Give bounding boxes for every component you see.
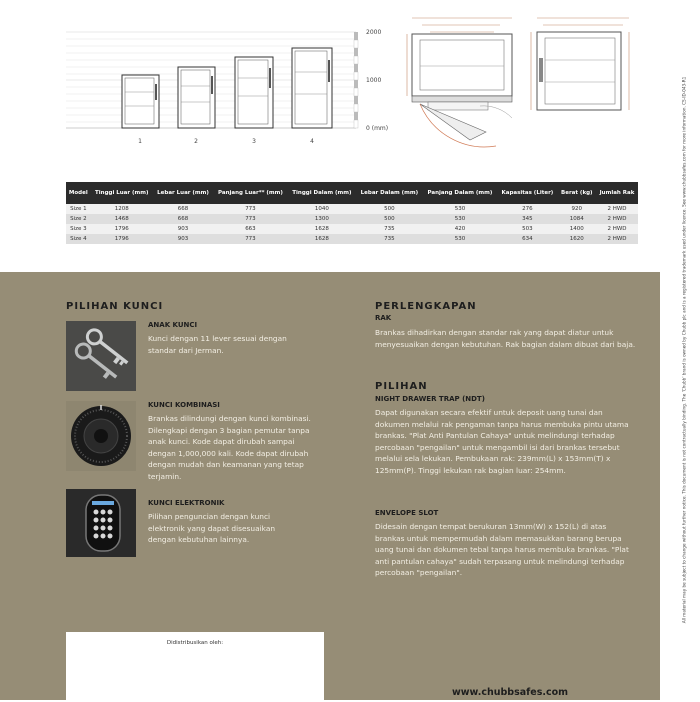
- header-berat: Berat (kg): [558, 182, 596, 204]
- table-cell: Size 1: [66, 204, 91, 214]
- table-cell: 2 HWD: [596, 214, 638, 224]
- table-cell: 1628: [288, 224, 356, 234]
- header-panjang-dalam: Panjang Dalam (mm): [423, 182, 498, 204]
- table-header-row: [66, 182, 638, 204]
- electronic-description: Pilihan penguncian dengan kunci elektronik yang dapat disesuaikan dengan kebutuhan lainnya.: [148, 512, 276, 544]
- table-cell: 1468: [91, 214, 153, 224]
- header-tinggi-luar: Tinggi Luar (mm): [91, 182, 153, 204]
- chart-scale-bar: [354, 32, 358, 128]
- header-kapasitas: Kapasitas (Liter): [497, 182, 557, 204]
- table-cell: 530: [423, 214, 498, 224]
- table-cell: 634: [497, 234, 557, 244]
- table-cell: 276: [497, 204, 557, 214]
- y-tick-0: 0 (mm): [366, 125, 389, 132]
- technical-drawing-top-view: [400, 14, 520, 152]
- distributor-box: [66, 632, 324, 702]
- table-cell: 1040: [288, 204, 356, 214]
- envelope-slot-description: Didesain dengan tempat berukuran 13mm(W) x 152(L) di atas brankas untuk mempermudah dalam memasukkan barang berupa uang tunai dan dokumen tebal tanpa harus membuka brankas. "Plat anti pantulan cahaya" sudah terpasang untuk melindungi terhadap percobaan "pengailan".: [375, 522, 629, 577]
- keypad-icon: [66, 489, 136, 557]
- table-cell: Size 4: [66, 234, 91, 244]
- table-cell: 500: [356, 204, 423, 214]
- equipment-title: PERLENGKAPAN: [375, 301, 477, 312]
- table-cell: 530: [423, 204, 498, 214]
- key-heading: ANAK KUNCI: [148, 321, 198, 329]
- shelf-heading: RAK: [375, 314, 392, 322]
- table-cell: 735: [356, 224, 423, 234]
- table-cell: 1400: [558, 224, 596, 234]
- size-label-4: 4: [310, 138, 314, 145]
- table-cell: 735: [356, 234, 423, 244]
- table-cell: 1796: [91, 224, 153, 234]
- table-row: [66, 234, 638, 244]
- table-cell: 530: [423, 234, 498, 244]
- options-title: PILIHAN: [375, 381, 428, 392]
- table-cell: 345: [497, 214, 557, 224]
- table-cell: 773: [213, 234, 288, 244]
- key-photo: [66, 321, 136, 391]
- table-cell: 903: [153, 224, 213, 234]
- safe-size-3: [235, 57, 273, 128]
- size-label-3: 3: [252, 138, 256, 145]
- shelf-description: Brankas dihadirkan dengan standar rak yang dapat diatur untuk menyesuaikan dengan kebutuhan. Rak bagian dalam dibuat dari baja.: [375, 328, 636, 349]
- electronic-lock-photo: [66, 489, 136, 557]
- table-row: [66, 204, 638, 214]
- table-cell: Size 2: [66, 214, 91, 224]
- table-cell: Size 3: [66, 224, 91, 234]
- size-label-1: 1: [138, 138, 142, 145]
- safe-size-4: [292, 48, 332, 128]
- lock-options-title: PILIHAN KUNCI: [66, 301, 164, 312]
- table-cell: 773: [213, 204, 288, 214]
- safe-size-2: [178, 67, 215, 128]
- specifications-section: [0, 0, 660, 272]
- combination-heading: KUNCI KOMBINASI: [148, 401, 220, 409]
- table-cell: 1620: [558, 234, 596, 244]
- combination-dial-icon: [66, 401, 136, 471]
- envelope-slot-heading: ENVELOPE SLOT: [375, 509, 439, 517]
- table-cell: 1084: [558, 214, 596, 224]
- table-cell: 773: [213, 214, 288, 224]
- key-description: Kunci dengan 11 lever sesuai dengan standar dari Jerman.: [148, 334, 287, 355]
- y-tick-2000: 2000: [366, 29, 382, 36]
- side-disclaimer: All material may be subject to change without further notice. This document is not contractually binding. The 'Chubb' brand is owned by Chubb plc and is a registered trademark used under licence. See www.chubbsafes.com for more information. CS-ID-043-R1: [681, 76, 687, 624]
- y-tick-1000: 1000: [366, 77, 382, 84]
- header-model: Model: [66, 182, 91, 204]
- electronic-heading: KUNCI ELEKTRONIK: [148, 499, 225, 507]
- technical-drawing-side-view: [525, 14, 635, 124]
- combination-description: Brankas dilindungi dengan kunci kombinasi. Dilengkapi dengan 3 bagian pemutar tanpa anak kunci. Kode dapat dirubah sampai dengan 1,000,000 kali. Kode dapat dirubah dengan mudah dan keamanan yang tetap terjamin.: [148, 414, 311, 481]
- table-cell: 2 HWD: [596, 204, 638, 214]
- table-cell: 1628: [288, 234, 356, 244]
- ndt-description: Dapat digunakan secara efektif untuk deposit uang tunai dan dokumen melalui rak pengaman tanpa harus membuka pintu utama brankas. "Plat Anti Pantulan Cahaya" untuk melindungi terhadap percobaan "pengailan" untuk mengambil isi dari brankas tersebut melalui sela lekukan. Pembukaan rak: 239mm(L) x 153mm(T) x 125mm(P). Tinggi lekukan rak bagian luar: 254mm.: [375, 408, 629, 475]
- table-cell: 1208: [91, 204, 153, 214]
- table-cell: 500: [356, 214, 423, 224]
- table-cell: 1796: [91, 234, 153, 244]
- table-cell: 420: [423, 224, 498, 234]
- header-lebar-luar: Lebar Luar (mm): [153, 182, 213, 204]
- size-comparison-chart: [66, 22, 396, 157]
- specifications-table: [66, 182, 638, 244]
- table-cell: 2 HWD: [596, 224, 638, 234]
- table-cell: 668: [153, 214, 213, 224]
- table-row: [66, 214, 638, 224]
- table-cell: 1300: [288, 214, 356, 224]
- header-panjang-luar: Panjang Luar** (mm): [213, 182, 288, 204]
- combination-lock-photo: [66, 401, 136, 471]
- table-cell: 663: [213, 224, 288, 234]
- table-cell: 920: [558, 204, 596, 214]
- distributor-label: Didistribusikan oleh:: [166, 640, 224, 646]
- key-icon: [66, 321, 136, 391]
- table-cell: 668: [153, 204, 213, 214]
- table-row: [66, 224, 638, 234]
- table-cell: 503: [497, 224, 557, 234]
- ndt-heading: NIGHT DRAWER TRAP (NDT): [375, 395, 485, 403]
- table-cell: 2 HWD: [596, 234, 638, 244]
- safe-size-1: [122, 75, 159, 128]
- table-cell: 903: [153, 234, 213, 244]
- header-lebar-dalam: Lebar Dalam (mm): [356, 182, 423, 204]
- header-jumlah-rak: Jumlah Rak: [596, 182, 638, 204]
- website-url[interactable]: www.chubbsafes.com: [452, 687, 569, 698]
- size-label-2: 2: [194, 138, 198, 145]
- header-tinggi-dalam: Tinggi Dalam (mm): [288, 182, 356, 204]
